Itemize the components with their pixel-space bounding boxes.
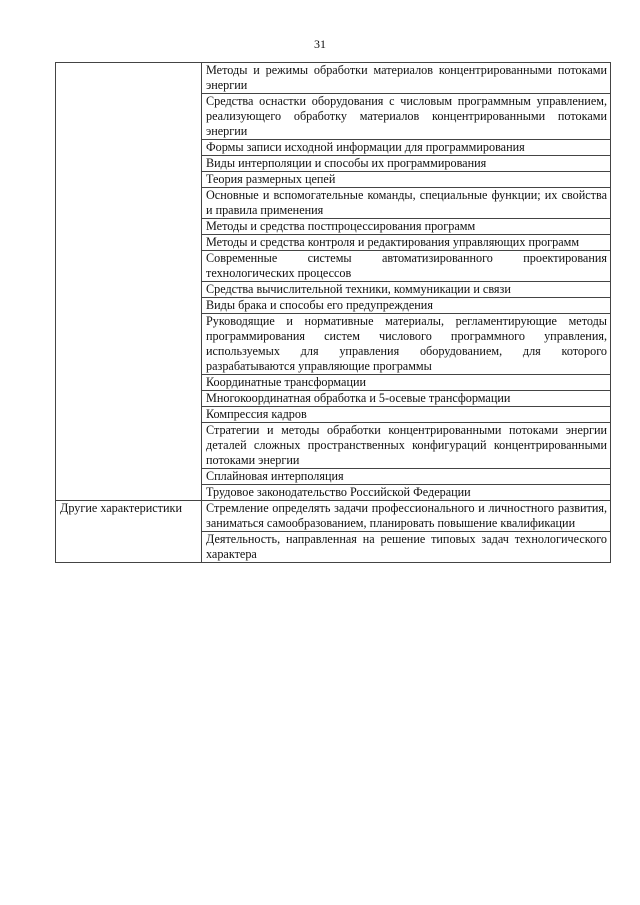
item-cell: Средства вычислительной техники, коммуникации и связи [202,282,611,298]
item-cell: Методы и режимы обработки материалов концентрированными потоками энергии [202,63,611,94]
item-cell: Сплайновая интерполяция [202,469,611,485]
item-cell: Основные и вспомогательные команды, специальные функции; их свойства и правила применения [202,188,611,219]
item-cell: Средства оснастки оборудования с числовым программным управлением, реализующего обработку материалов концентрированными потоками энергии [202,94,611,140]
page-number: 31 [314,37,326,51]
item-cell: Компрессия кадров [202,407,611,423]
item-cell: Многокоординатная обработка и 5-осевые трансформации [202,391,611,407]
item-cell: Деятельность, направленная на решение типовых задач технологического характера [202,532,611,563]
item-cell: Методы и средства контроля и редактирования управляющих программ [202,235,611,251]
item-cell: Руководящие и нормативные материалы, регламентирующие методы программирования систем числового программного управления, используемых для управления оборудованием, для которого разрабатываются управляющие программы [202,314,611,375]
knowledge-group [56,63,611,501]
item-cell: Координатные трансформации [202,375,611,391]
item-cell: Современные системы автоматизированного проектирования технологических процессов [202,251,611,282]
item-cell: Виды интерполяции и способы их программирования [202,156,611,172]
item-cell: Формы записи исходной информации для программирования [202,140,611,156]
category-cell [56,63,202,501]
table-row [56,63,611,94]
item-cell: Теория размерных цепей [202,172,611,188]
requirements-table [55,62,611,563]
item-cell: Трудовое законодательство Российской Федерации [202,485,611,501]
item-cell: Виды брака и способы его предупреждения [202,298,611,314]
item-cell: Методы и средства постпроцессирования программ [202,219,611,235]
table-row [56,501,611,532]
item-cell: Стратегии и методы обработки концентрированными потоками энергии деталей сложных пространственных конфигураций концентрированными потоками энергии [202,423,611,469]
other-characteristics-group [56,501,611,563]
category-cell: Другие характеристики [56,501,202,563]
item-cell: Стремление определять задачи профессионального и личностного развития, заниматься самообразованием, планировать повышение квалификации [202,501,611,532]
